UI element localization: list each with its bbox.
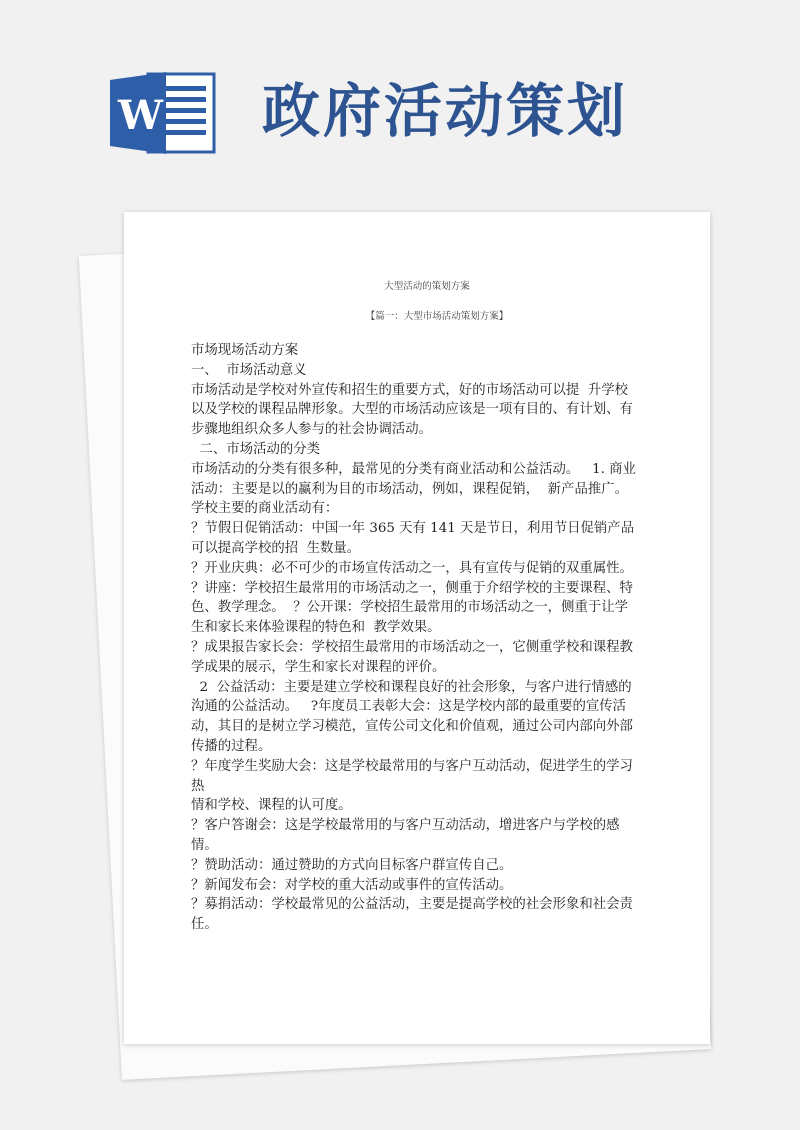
document-subheader: 【篇一：大型市场活动策划方案】 <box>365 311 509 322</box>
document-page <box>124 212 710 1044</box>
paragraph: ？年度学生奖励大会：这是学校最常用的与客户互动活动，促进学生的学习热 <box>191 758 633 794</box>
paragraph: 一、 市场活动意义 <box>191 362 307 378</box>
paragraph: ？讲座：学校招生最常用的市场活动之一，侧重于介绍学校的主要课程、特色、教学理念。 ？公开课：学校招生最常用的市场活动之一，侧重于让学生和家长来体验课程的特色和 教学效果。 <box>191 580 633 636</box>
paragraph: ？新闻发布会：对学校的重大活动或事件的宣传活动。 <box>191 877 513 893</box>
paragraph: 二、市场活动的分类 <box>191 441 321 457</box>
paragraph: 市场现场活动方案 <box>191 343 299 358</box>
banner-header <box>0 0 800 190</box>
paragraph: 市场活动是学校对外宣传和招生的重要方式，好的市场活动可以提 升学校以及学校的课程品牌形象。大型的市场活动应该是一项有目的、有计划、有步骤地组织众多人参与的社会协调活动。 <box>191 382 633 438</box>
paragraph: 情和学校、课程的认可度。 <box>191 798 352 814</box>
paragraph: 2 公益活动：主要是建立学校和课程良好的社会形象，与客户进行情感的沟通的公益活动。 ?年度员工表彰大会：这是学校内部的最重要的宣传活动，其目的是树立学习模范，宣传公司文化和价值观，通过公司内部向外部传播的过程。 <box>191 679 633 754</box>
word-icon-letter: W <box>118 92 163 139</box>
document-header: 大型活动的策划方案 <box>384 281 470 292</box>
page-title: 政府活动策划 <box>262 77 629 145</box>
document-body <box>191 341 636 935</box>
paragraph: ？赞助活动：通过赞助的方式向目标客户群宣传自己。 <box>191 857 513 873</box>
paragraph: ？开业庆典：必不可少的市场宣传活动之一，具有宣传与促销的双重属性。 <box>191 560 633 576</box>
paragraph: ？募捐活动：学校最常见的公益活动，主要是提高学校的社会形象和社会责任。 <box>191 897 633 933</box>
paragraph: 学校主要的商业活动有： <box>191 501 339 517</box>
word-document-icon <box>108 72 216 154</box>
paragraph: ？节假日促销活动：中国一年 365 天有 141 天是节日，利用节日促销产品可以提高学校的招 生数量。 <box>191 521 635 556</box>
paragraph: ？客户答谢会：这是学校最常用的与客户互动活动，增进客户与学校的感情。 <box>191 818 620 853</box>
paragraph: ？成果报告家长会：学校招生最常用的市场活动之一，它侧重学校和课程教学成果的展示，学生和家长对课程的评价。 <box>191 639 633 675</box>
paragraph: 市场活动的分类有很多种，最常见的分类有商业活动和公益活动。 1. 商业活动：主要是以的赢利为目的市场活动，例如，课程促销， 新产品推广。 <box>191 461 636 497</box>
